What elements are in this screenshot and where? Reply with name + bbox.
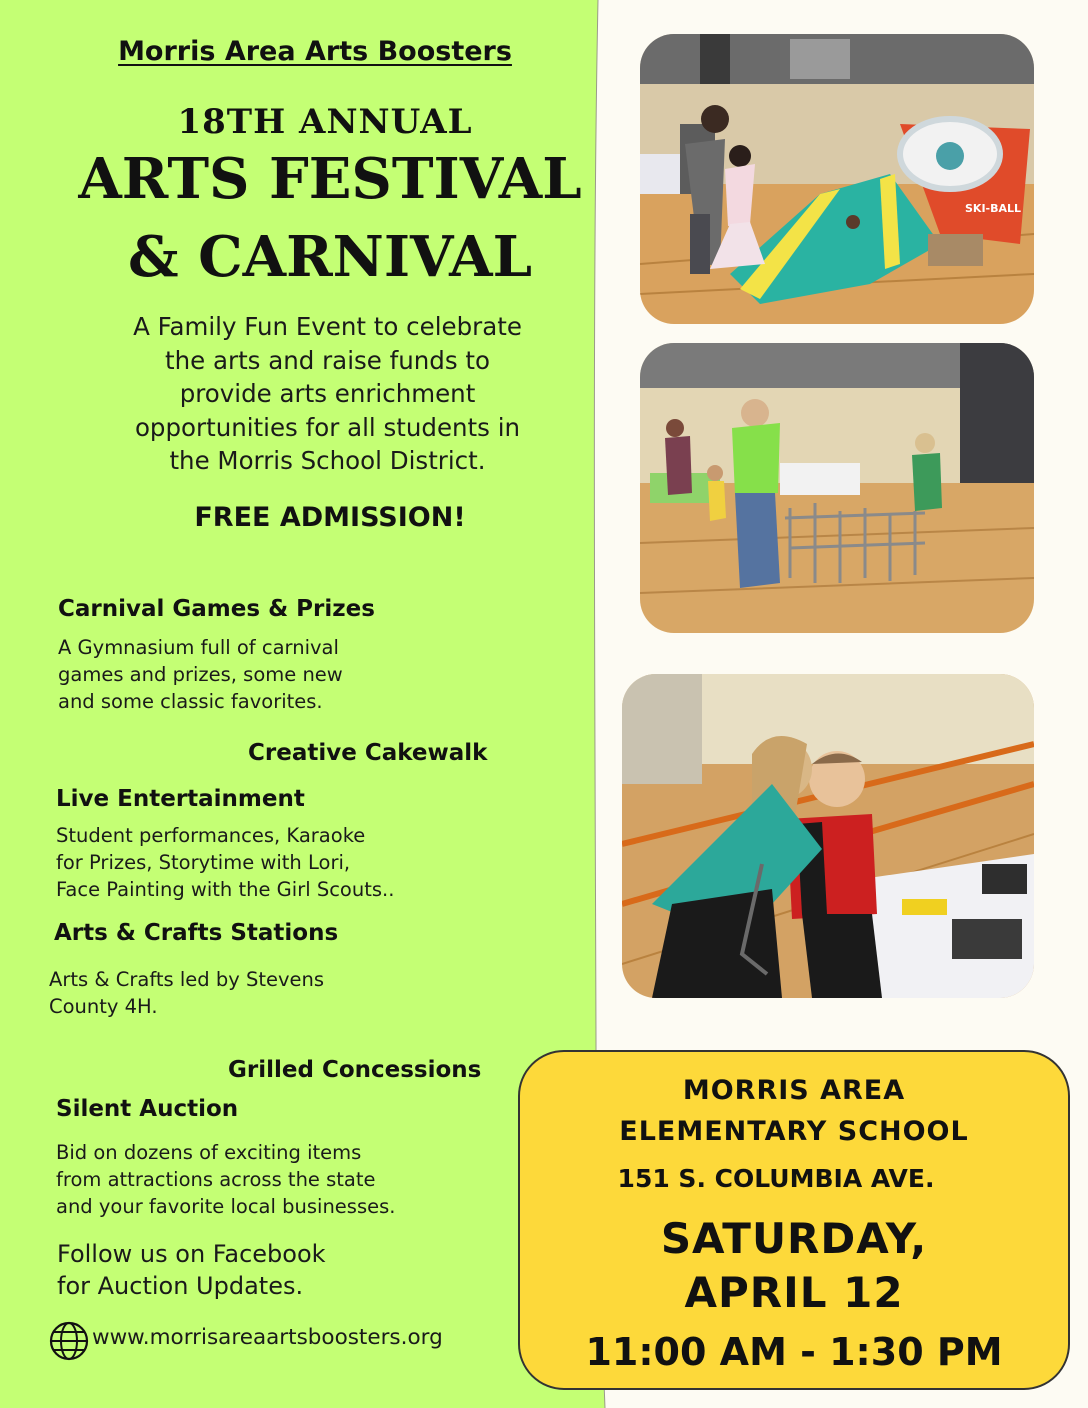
photo-gym-chairs: [640, 343, 1034, 633]
intro-line: the arts and raise funds to: [164, 345, 491, 375]
crafts-description: [49, 966, 324, 1020]
auction-heading: Silent Auction: [56, 1096, 239, 1122]
auction-line: from attractions across the state: [56, 1168, 376, 1191]
face-painting-scene: [622, 674, 1034, 998]
event-time: 11:00 AM - 1:30 PM: [585, 1330, 1003, 1374]
carnival-line: A Gymnasium full of carnival: [58, 636, 339, 659]
concessions-heading: Grilled Concessions: [228, 1057, 482, 1083]
follow-line: Follow us on Facebook: [57, 1240, 326, 1268]
venue-address: 151 S. COLUMBIA AVE.: [617, 1164, 935, 1193]
venue-line2: ELEMENTARY SCHOOL: [619, 1116, 969, 1147]
cakewalk-heading: Creative Cakewalk: [248, 740, 488, 766]
entertainment-heading: Live Entertainment: [56, 786, 305, 812]
gym-scene: [640, 343, 1034, 633]
auction-description: [56, 1139, 395, 1220]
intro-line: provide arts enrichment: [179, 379, 476, 408]
follow-line: for Auction Updates.: [57, 1272, 304, 1300]
photo-face-painting: [622, 674, 1034, 998]
auction-line: and your favorite local businesses.: [56, 1195, 396, 1218]
intro-paragraph: [90, 310, 565, 478]
facebook-note: [57, 1238, 326, 1302]
entertainment-description: [56, 822, 394, 903]
carnival-line: and some classic favorites.: [58, 690, 323, 713]
skeeball-scene: [640, 34, 1034, 324]
carnival-heading: Carnival Games & Prizes: [58, 596, 375, 622]
entertainment-line: Student performances, Karaoke: [56, 824, 366, 847]
carnival-description: [58, 634, 343, 715]
free-admission: FREE ADMISSION!: [194, 502, 466, 533]
auction-line: Bid on dozens of exciting items: [56, 1141, 362, 1164]
edition-label: 18TH ANNUAL: [177, 102, 473, 142]
globe-icon: [48, 1320, 90, 1362]
organization-name: Morris Area Arts Boosters: [118, 36, 512, 67]
event-date: APRIL 12: [684, 1268, 904, 1317]
venue-line1: MORRIS AREA: [682, 1075, 906, 1106]
website-link[interactable]: www.morrisareaartsboosters.org: [92, 1325, 443, 1350]
event-title-line2: & CARNIVAL: [128, 224, 532, 290]
crafts-heading: Arts & Crafts Stations: [54, 920, 339, 946]
crafts-line: County 4H.: [49, 995, 158, 1018]
crafts-line: Arts & Crafts led by Stevens: [49, 968, 325, 991]
photo-skeeball: [640, 34, 1034, 324]
intro-line: A Family Fun Event to celebrate: [133, 312, 522, 341]
entertainment-line: for Prizes, Storytime with Lori,: [56, 851, 351, 874]
carnival-line: games and prizes, some new: [58, 663, 343, 686]
event-day: SATURDAY,: [660, 1214, 928, 1263]
entertainment-line: Face Painting with the Girl Scouts..: [56, 878, 395, 901]
intro-line: the Morris School District.: [169, 446, 486, 475]
event-title-line1: ARTS FESTIVAL: [78, 146, 582, 212]
intro-line: opportunities for all students in: [134, 412, 521, 442]
skeeball-sign: SKI-BALL: [965, 202, 1022, 215]
